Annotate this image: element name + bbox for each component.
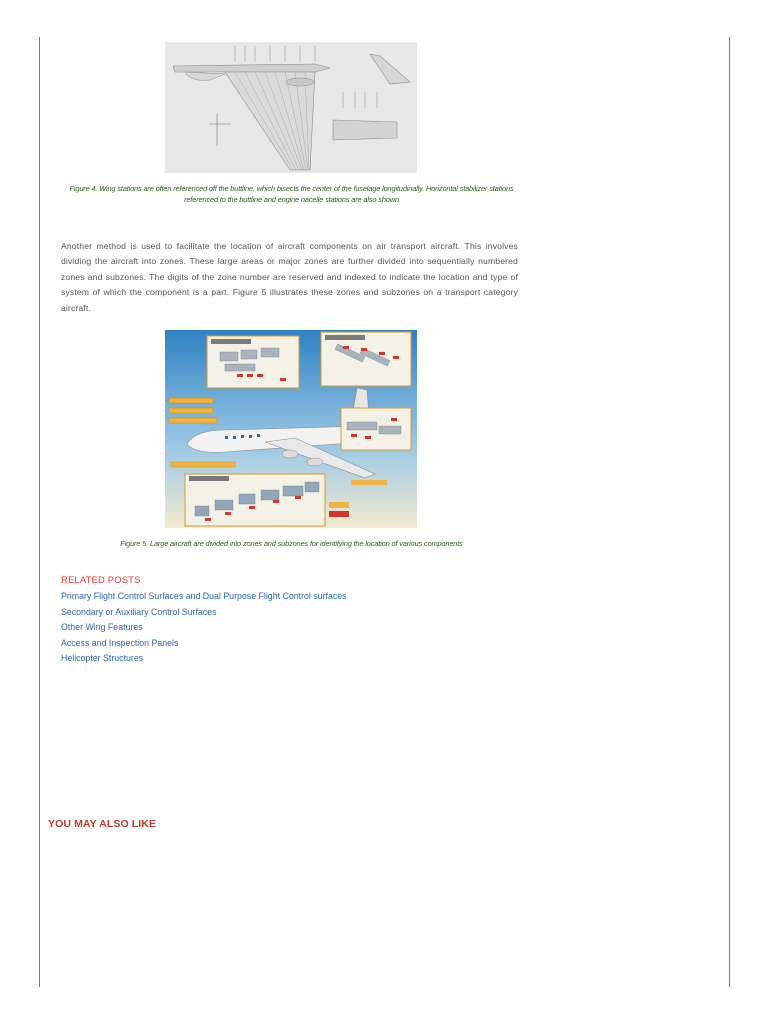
related-post-link[interactable]: Helicopter Structures — [61, 653, 144, 664]
related-post-link[interactable]: Primary Flight Control Surfaces and Dual Purpose Flight Control surfaces — [61, 591, 347, 601]
left-border-line — [39, 37, 40, 987]
right-border-line — [729, 37, 730, 987]
body-paragraph: Another method is used to facilitate the location of aircraft components on air transport aircraft. This involves dividing the aircraft into zones. These large areas or major zones are further divided into sequentially numbered zones and subzones. The digits of the zone number are reserved and indexed to indicate the location and type of system of which the component is a part. Figure 5 illustrates these zones and subzones on a transport category aircraft. — [61, 240, 518, 313]
related-posts-heading: RELATED POSTS — [61, 574, 141, 585]
related-post-link[interactable]: Secondary or Auxiliary Control Surfaces — [61, 606, 217, 617]
related-posts-list — [61, 589, 347, 667]
you-may-also-like-heading: YOU MAY ALSO LIKE — [48, 818, 157, 830]
related-post-link[interactable]: Other Wing Features — [61, 622, 143, 633]
figure-5-caption: Figure 5. Large aircraft are divided into zones and subzones for identifying the location of various components — [120, 539, 463, 548]
related-post-link[interactable]: Access and Inspection Panels — [61, 637, 179, 648]
figure-5-aircraft-zones-illustration — [165, 330, 417, 528]
figure-4-caption: Figure 4. Wing stations are often referenced off the buttline, which bisects the center of the fuselage longitudinally. Horizontal stabilizer stations referenced to the buttline and engine nacelle stations are also shown — [69, 184, 514, 204]
figure-4-wing-stations-diagram — [165, 42, 417, 173]
